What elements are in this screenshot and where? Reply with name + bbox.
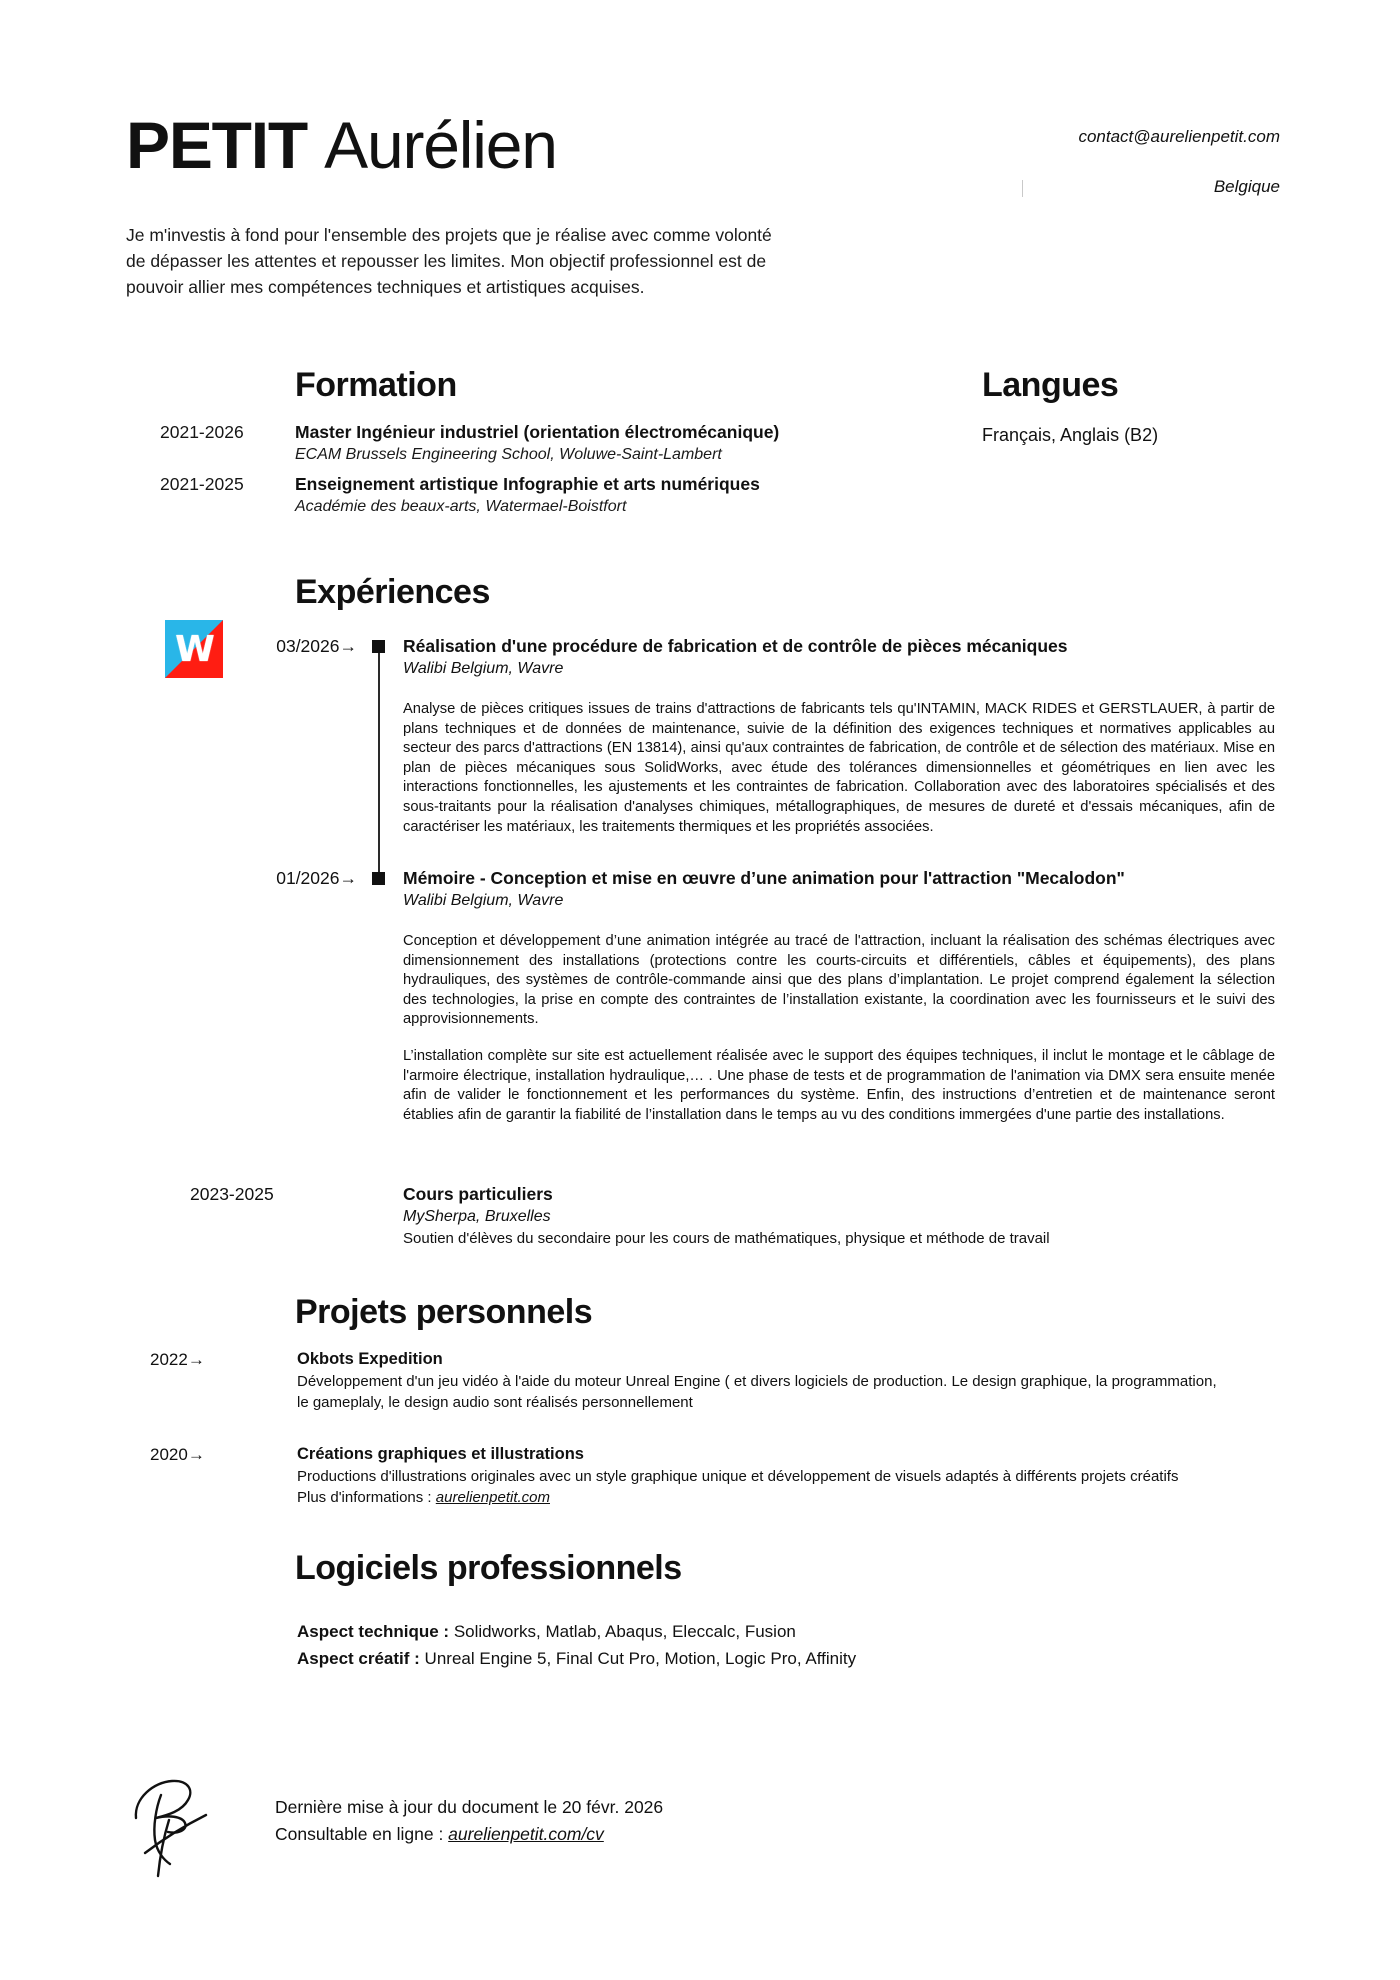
education-school: ECAM Brussels Engineering School, Woluwe-Saint-Lambert [295,446,722,463]
software-category-label: Aspect technique : [297,1622,454,1641]
experience-title: Réalisation d'une procédure de fabrication et de contrôle de pièces mécaniques [403,636,1068,656]
experience-timeline [378,648,380,880]
langues-heading: Langues [982,366,1119,404]
education-body [295,420,895,466]
formation-heading: Formation [295,366,457,404]
project-description: Productions d'illustrations originales avec un style graphique unique et développement de visuels adaptés à différents projets créatifs [297,1468,1179,1485]
footer-cv-link[interactable]: aurelienpetit.com/cv [448,1824,604,1844]
experience-body [403,1182,1275,1250]
footer-online [275,1821,663,1848]
experience-paragraph: Conception et développement d’une animation intégrée au tracé de l'attraction, incluant la réalisation des schémas électriques avec dimensionnement des installations (protections contre les courts-circuits et différentiels, câbles et équipements), des plans hydrauliques, des systèmes de contrôle-commande ainsi que des plans d’implantation. Le projet comprend également la sélection des technologies, la prise en compte des contraintes de l’installation existante, la coordination avec les fournisseurs et le suivi des approvisionnements. [403,933,1275,1028]
software-line [297,1645,856,1672]
experience-company: Walibi Belgium, Wavre [403,660,564,677]
project-more-info [297,1487,1227,1508]
project-date: 2022→ [150,1350,205,1369]
software-category-label: Aspect créatif : [297,1649,425,1668]
walibi-logo-icon [165,620,223,678]
software-category-value: Unreal Engine 5, Final Cut Pro, Motion, Logic Pro, Affinity [424,1649,857,1668]
project-body [297,1348,1227,1413]
project-title: Créations graphiques et illustrations [297,1445,584,1463]
contact-block [1078,126,1280,198]
timeline-marker-icon [372,872,385,885]
project-date: 2020→ [150,1445,205,1464]
experience-company: Walibi Belgium, Wavre [403,892,564,909]
experience-date: 2023-2025 [190,1184,274,1204]
logo-w-letter: W [175,628,213,670]
footer-text [275,1794,663,1848]
page-title [126,110,557,180]
experience-body [403,634,1275,837]
project-portfolio-link[interactable]: aurelienpetit.com [435,1489,550,1506]
software-category-value: Solidworks, Matlab, Abaqus, Eleccalc, Fusion [453,1622,796,1641]
education-title: Enseignement artistique Infographie et arts numériques [295,474,760,494]
education-date: 2021-2025 [160,474,244,494]
footer-updated: Dernière mise à jour du document le 20 févr. 2026 [275,1797,664,1817]
experiences-heading: Expériences [295,573,490,611]
footer-online-label: Consultable en ligne : [275,1824,449,1844]
experience-note: Soutien d'élèves du secondaire pour les cours de mathématiques, physique et méthode de travail [403,1230,1050,1247]
experience-date: 03/2026→ [276,636,357,656]
education-school: Académie des beaux-arts, Watermael-Boistfort [295,498,627,515]
project-more-label: Plus d'informations : [297,1489,436,1506]
experience-date: 01/2026→ [276,868,357,888]
intro-paragraph: Je m'investis à fond pour l'ensemble des projets que je réalise avec comme volonté de dépasser les attentes et repousser les limites. Mon objectif professionnel est de pouvoir allier mes compétences techniques et artistiques acquises. [126,225,772,297]
first-name: Aurélien [324,108,557,182]
separator-tick-icon [1022,180,1023,197]
project-description: Développement d'un jeu vidéo à l'aide du moteur Unreal Engine ( et divers logiciels de production. Le design graphique, la programmation, le gameplaly, le design audio sont réalisés personnellement [297,1373,1217,1411]
signature-icon [128,1768,238,1888]
experience-title: Mémoire - Conception et mise en œuvre d’une animation pour l'attraction "Mecalodon" [403,868,1125,888]
education-title: Master Ingénieur industriel (orientation électromécanique) [295,422,780,442]
langues-list: Français, Anglais (B2) [982,425,1159,445]
experience-paragraph: Analyse de pièces critiques issues de trains d'attractions de fabricants tels qu'INTAMIN, MACK RIDES et GERSTLAUER, à partir de plans techniques et de données de maintenance, suivie de la définition des exigences techniques et normatives applicables au secteur des parcs d'attractions (EN 13814), ainsi qu'aux contraintes de fabrication, de contrôle et de sélection des matériaux. Mise en plan de pièces mécaniques sous SolidWorks, avec étude des tolérances dimensionnelles et géométriques en lien avec les interactions fonctionnelles, les ajustements et les contraintes de fabrication. Collaboration avec des laboratoires spécialisés et des sous-traitants pour la réalisation d'analyses chimiques, métallographiques, de mesures de dureté et d'essais mécaniques, afin de caractériser les matériaux, les traitements thermiques et les propriétés associées. [403,701,1275,835]
last-name: PETIT [126,108,325,182]
signature-image [128,1768,238,1888]
contact-email[interactable]: contact@aurelienpetit.com [1078,127,1280,146]
project-body [297,1443,1227,1508]
software-line [297,1618,856,1645]
project-title: Okbots Expedition [297,1350,443,1368]
experience-paragraph: L’installation complète sur site est actuellement réalisée avec le support des équipes techniques, il inclut le montage et le câblage de l'armoire électrique, installation hydraulique,… . Une phase de tests et de programmation de l'animation via DMX sera ensuite menée afin de valider le fonctionnement et les performances du système. Enfin, des instructions d’entretien et de maintenance seront établies afin de garantir la fiabilité de l’installation dans le temps au vu des conditions immergées d'une partie des installations. [403,1047,1275,1123]
education-body [295,472,895,518]
experience-title: Cours particuliers [403,1184,553,1204]
experience-body [403,866,1275,1125]
logiciels-heading: Logiciels professionnels [295,1549,682,1587]
education-date: 2021-2026 [160,422,244,442]
timeline-marker-icon [372,640,385,653]
contact-country: Belgique [1213,177,1280,196]
projets-heading: Projets personnels [295,1293,593,1331]
experience-company: MySherpa, Bruxelles [403,1208,551,1225]
software-list [297,1618,856,1672]
